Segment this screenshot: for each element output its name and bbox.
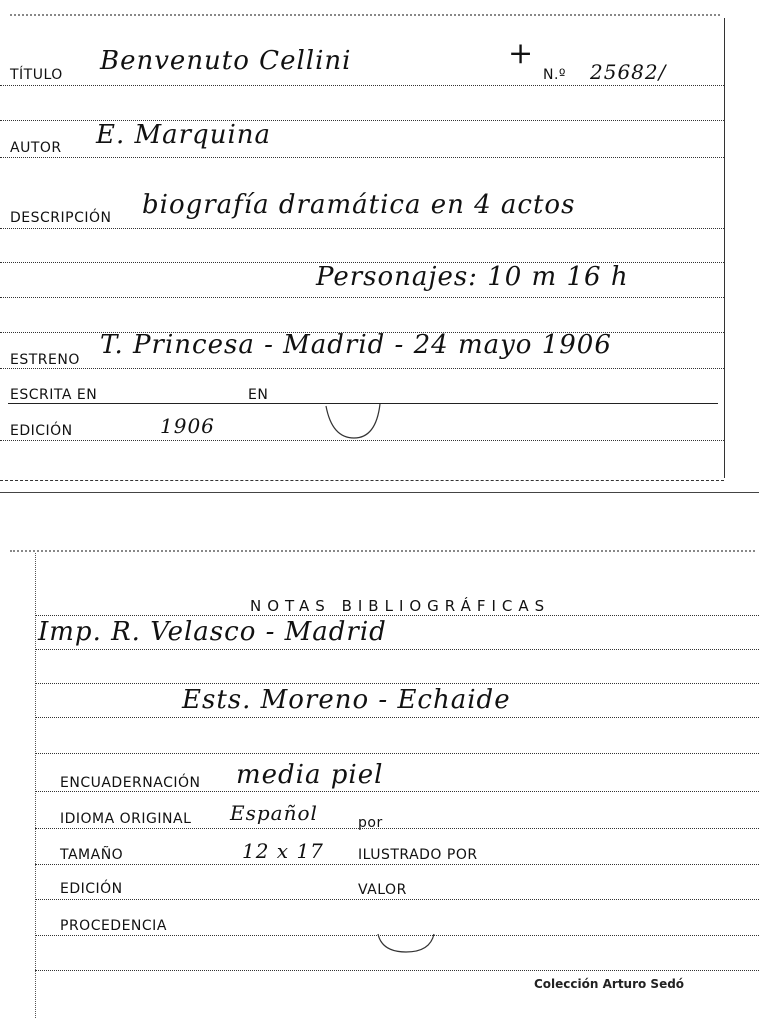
tamano-value: 12 x 17 xyxy=(242,839,324,863)
card-edge-speckle xyxy=(10,14,720,16)
rule xyxy=(35,683,759,684)
encuadernacion-value: media piel xyxy=(236,760,384,790)
rule xyxy=(35,970,759,971)
punch-hole-mark xyxy=(372,930,442,960)
notas-title: NOTAS BIBLIOGRÁFICAS xyxy=(250,597,551,615)
rule xyxy=(0,157,724,158)
por-label: por xyxy=(358,815,383,831)
escrita-en-label: ESCRITA EN xyxy=(10,387,98,403)
rule xyxy=(35,615,759,616)
rule xyxy=(0,368,724,369)
numero-value: 25682/ xyxy=(590,60,667,84)
rule xyxy=(35,791,759,792)
note-line-1: Imp. R. Velasco - Madrid xyxy=(38,617,387,647)
rule xyxy=(35,828,759,829)
estreno-label: ESTRENO xyxy=(10,352,80,368)
card-divider xyxy=(0,492,759,493)
titulo-value: Benvenuto Cellini xyxy=(100,46,352,76)
note-line-2: Ests. Moreno - Echaide xyxy=(182,685,511,715)
valor-label: VALOR xyxy=(358,882,407,898)
card-edge-speckle xyxy=(10,550,755,552)
rule xyxy=(35,649,759,650)
rule xyxy=(0,228,724,229)
edicion-label: EDICIÓN xyxy=(10,423,73,439)
edicion-bottom-label: EDICIÓN xyxy=(60,881,123,897)
card-right-border xyxy=(724,18,726,478)
collection-credit: Colección Arturo Sedó xyxy=(534,977,685,991)
ilustrado-label: ILUSTRADO POR xyxy=(358,847,478,863)
rule xyxy=(35,753,759,754)
descripcion-value: biografía dramática en 4 actos xyxy=(142,190,576,220)
cross-mark: + xyxy=(508,36,535,71)
rule xyxy=(35,717,759,718)
edicion-value: 1906 xyxy=(160,414,215,438)
card-left-border xyxy=(35,553,37,1018)
titulo-label: TÍTULO xyxy=(10,67,63,83)
procedencia-label: PROCEDENCIA xyxy=(60,918,167,934)
idioma-value: Español xyxy=(230,801,318,825)
catalog-card-bottom xyxy=(0,545,759,1028)
rule xyxy=(35,899,759,900)
rule xyxy=(0,297,724,298)
autor-value: E. Marquina xyxy=(96,120,272,150)
rule xyxy=(35,864,759,865)
card-bottom-edge xyxy=(0,480,724,481)
descripcion-label: DESCRIPCIÓN xyxy=(10,210,112,226)
autor-label: AUTOR xyxy=(10,140,62,156)
personajes-note: Personajes: 10 m 16 h xyxy=(316,262,629,292)
en-label: EN xyxy=(248,387,269,403)
numero-label: N.º xyxy=(543,67,567,83)
tamano-label: TAMAÑO xyxy=(60,847,124,863)
catalog-card-top xyxy=(0,0,759,492)
idioma-label: IDIOMA ORIGINAL xyxy=(60,811,192,827)
rule xyxy=(0,85,724,86)
estreno-value: T. Princesa - Madrid - 24 mayo 1906 xyxy=(100,330,612,360)
punch-hole-mark xyxy=(322,398,386,444)
encuadernacion-label: ENCUADERNACIÓN xyxy=(60,775,201,791)
